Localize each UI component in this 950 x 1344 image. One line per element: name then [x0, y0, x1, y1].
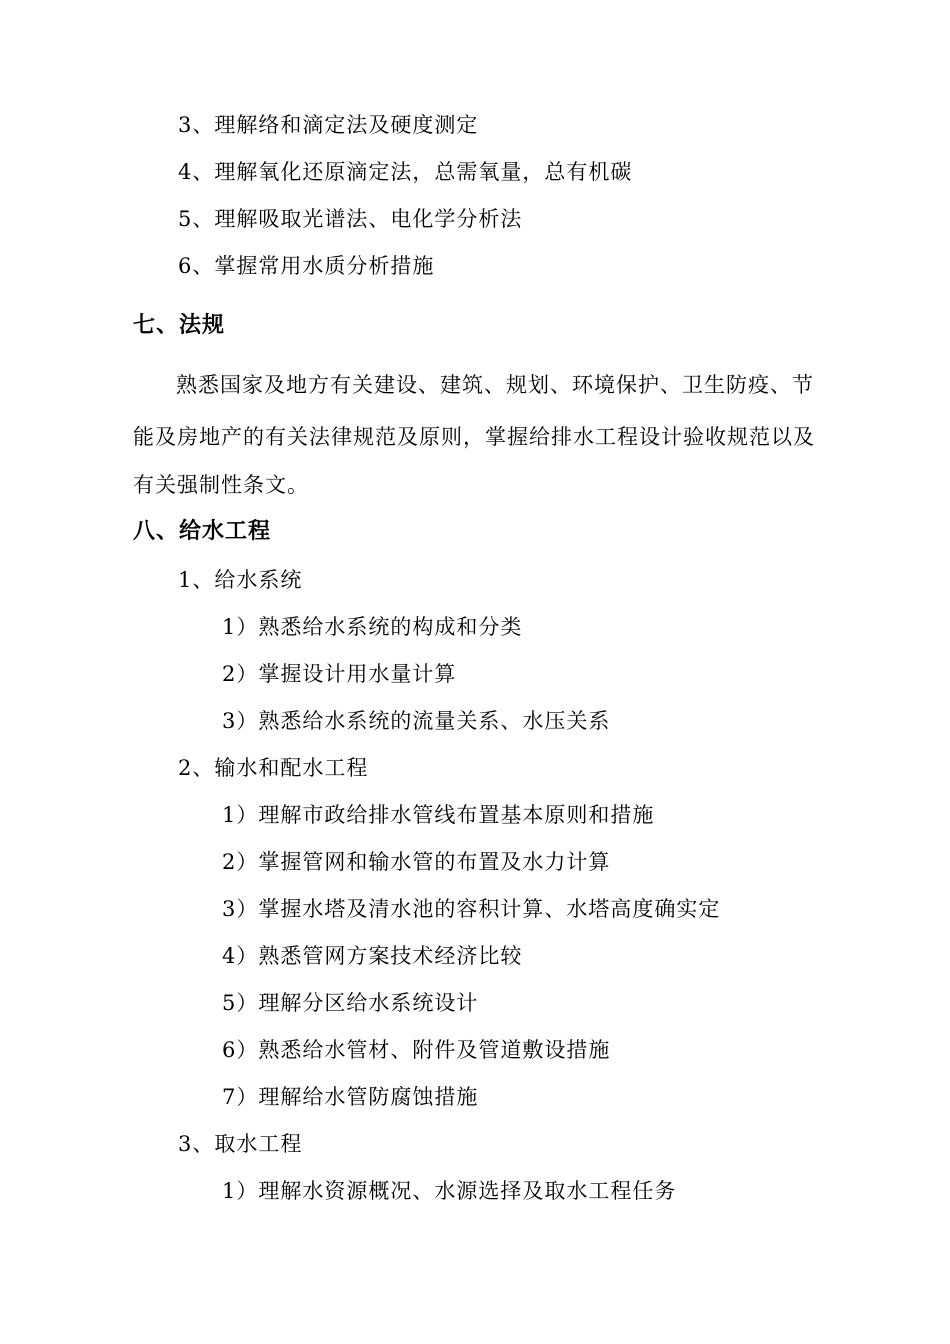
subsection-title: 1、给水系统	[178, 568, 303, 592]
list-item: 2）掌握设计用水量计算	[222, 662, 457, 686]
list-item: 4）熟悉管网方案技术经济比较	[222, 944, 523, 968]
list-item: 4、理解氧化还原滴定法，总需氧量，总有机碳	[178, 160, 633, 184]
subsection-title: 2、输水和配水工程	[178, 756, 369, 780]
list-item: 3）掌握水塔及清水池的容积计算、水塔高度确实定	[222, 897, 721, 921]
list-item: 1）熟悉给水系统的构成和分类	[222, 615, 523, 639]
list-item: 6、掌握常用水质分析措施	[178, 254, 435, 278]
list-item: 3、理解络和滴定法及硬度测定	[178, 113, 479, 137]
list-item: 6）熟悉给水管材、附件及管道敷设措施	[222, 1038, 611, 1062]
list-item: 3）熟悉给水系统的流量关系、水压关系	[222, 709, 611, 733]
list-item: 1）理解水资源概况、水源选择及取水工程任务	[222, 1179, 677, 1203]
section-heading-regulations: 七、法规	[133, 313, 226, 338]
paragraph-line: 熟悉国家及地方有关建设、建筑、规划、环境保护、卫生防疫、节	[176, 373, 814, 397]
list-item: 2）掌握管网和输水管的布置及水力计算	[222, 850, 611, 874]
list-item: 7）理解给水管防腐蚀措施	[222, 1085, 479, 1109]
section-heading-water-supply: 八、给水工程	[133, 519, 272, 544]
list-item: 1）理解市政给排水管线布置基本原则和措施	[222, 803, 655, 827]
paragraph-line: 有关强制性条文。	[133, 473, 309, 497]
list-item: 5、理解吸取光谱法、电化学分析法	[178, 207, 523, 231]
paragraph-line: 能及房地产的有关法律规范及原则，掌握给排水工程设计验收规范以及	[133, 425, 815, 449]
list-item: 5）理解分区给水系统设计	[222, 991, 479, 1015]
subsection-title: 3、取水工程	[178, 1132, 303, 1156]
